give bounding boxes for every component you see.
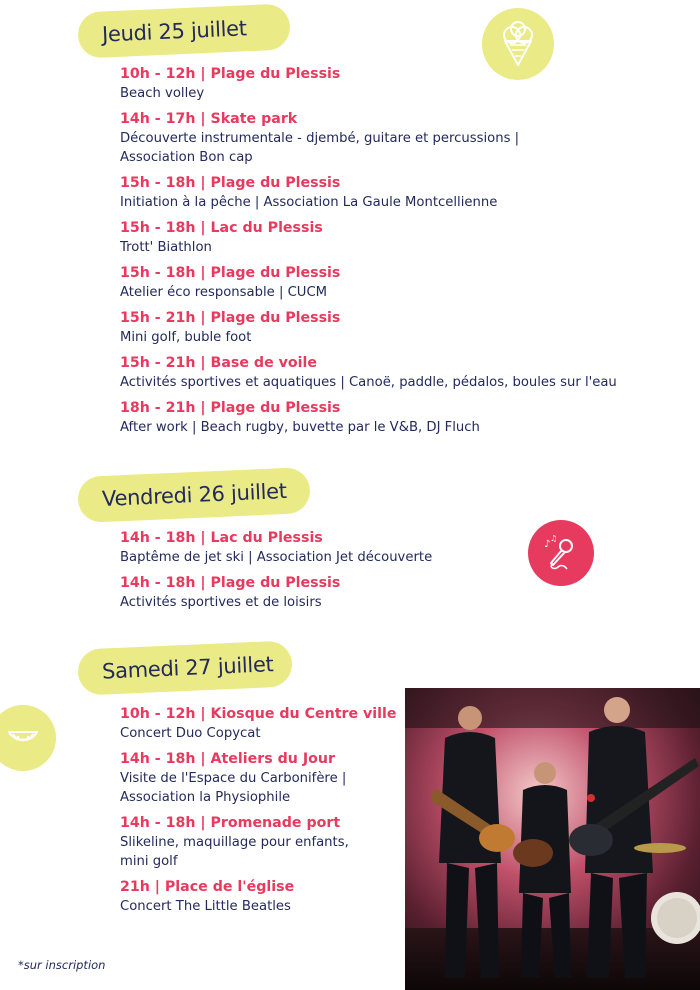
event-time: 15h - 21h | Base de voile (120, 355, 317, 371)
event-time: 14h - 18h | Lac du Plessis (120, 530, 323, 546)
event-item (120, 65, 617, 103)
event-item (120, 264, 617, 302)
event-desc: Atelier éco responsable | CUCM (120, 285, 328, 300)
event-time: 15h - 21h | Plage du Plessis (120, 310, 341, 326)
event-item (120, 878, 397, 916)
day-title-samedi (77, 640, 293, 695)
event-item (120, 399, 617, 437)
event-desc: Activités sportives et de loisirs (120, 595, 322, 610)
day-title-text: Samedi 27 juillet (101, 652, 274, 684)
event-time: 21h | Place de l'église (120, 879, 295, 895)
day-title-text: Vendredi 26 juillet (101, 478, 288, 512)
svg-text:♫: ♫ (550, 534, 558, 543)
event-desc: Association Bon cap (120, 150, 253, 165)
band-photo (405, 688, 700, 990)
event-item (120, 110, 617, 167)
event-time: 15h - 18h | Lac du Plessis (120, 220, 323, 236)
footnote: *sur inscription (18, 958, 106, 972)
events-list-vendredi (120, 529, 432, 619)
event-desc: Concert Duo Copycat (120, 726, 261, 741)
event-desc: Initiation à la pêche | Association La Gaule Montcellienne (120, 195, 498, 210)
event-time: 15h - 18h | Plage du Plessis (120, 265, 341, 281)
event-time: 14h - 18h | Promenade port (120, 815, 341, 831)
event-item (120, 529, 432, 567)
event-item (120, 309, 617, 347)
event-time: 14h - 17h | Skate park (120, 111, 298, 127)
event-desc: Mini golf, buble foot (120, 330, 252, 345)
event-desc: Concert The Little Beatles (120, 899, 291, 914)
event-time: 10h - 12h | Kiosque du Centre ville (120, 706, 397, 722)
event-desc: Découverte instrumentale - djembé, guitare et percussions | (120, 131, 520, 146)
event-desc: Visite de l'Espace du Carbonifère | (120, 771, 347, 786)
event-desc: After work | Beach rugby, buvette par le V&B, DJ Fluch (120, 420, 480, 435)
event-time: 14h - 18h | Plage du Plessis (120, 575, 341, 591)
event-time: 14h - 18h | Ateliers du Jour (120, 751, 335, 767)
event-time: 15h - 18h | Plage du Plessis (120, 175, 341, 191)
microphone-icon (528, 520, 594, 586)
event-desc: Activités sportives et aquatiques | Canoë, paddle, pédalos, boules sur l'eau (120, 375, 617, 390)
event-item (120, 354, 617, 392)
events-list-samedi (120, 705, 397, 923)
event-item (120, 705, 397, 743)
event-desc: mini golf (120, 854, 178, 869)
event-desc: Baptême de jet ski | Association Jet découverte (120, 550, 433, 565)
svg-text:♪: ♪ (544, 539, 551, 550)
event-item (120, 574, 432, 612)
event-desc: Association la Physiophile (120, 790, 291, 805)
event-desc: Beach volley (120, 86, 205, 101)
day-title-vendredi (77, 467, 311, 523)
event-item (120, 174, 617, 212)
event-time: 10h - 12h | Plage du Plessis (120, 66, 341, 82)
event-item (120, 750, 397, 807)
day-title-text: Jeudi 25 juillet (101, 16, 248, 47)
events-list-jeudi (120, 65, 617, 444)
event-item (120, 219, 617, 257)
watermelon-icon (0, 705, 56, 771)
event-item (120, 814, 397, 871)
event-time: 18h - 21h | Plage du Plessis (120, 400, 341, 416)
event-desc: Slikeline, maquillage pour enfants, (120, 835, 349, 850)
day-title-jeudi (77, 3, 291, 58)
event-desc: Trott' Biathlon (120, 240, 212, 255)
